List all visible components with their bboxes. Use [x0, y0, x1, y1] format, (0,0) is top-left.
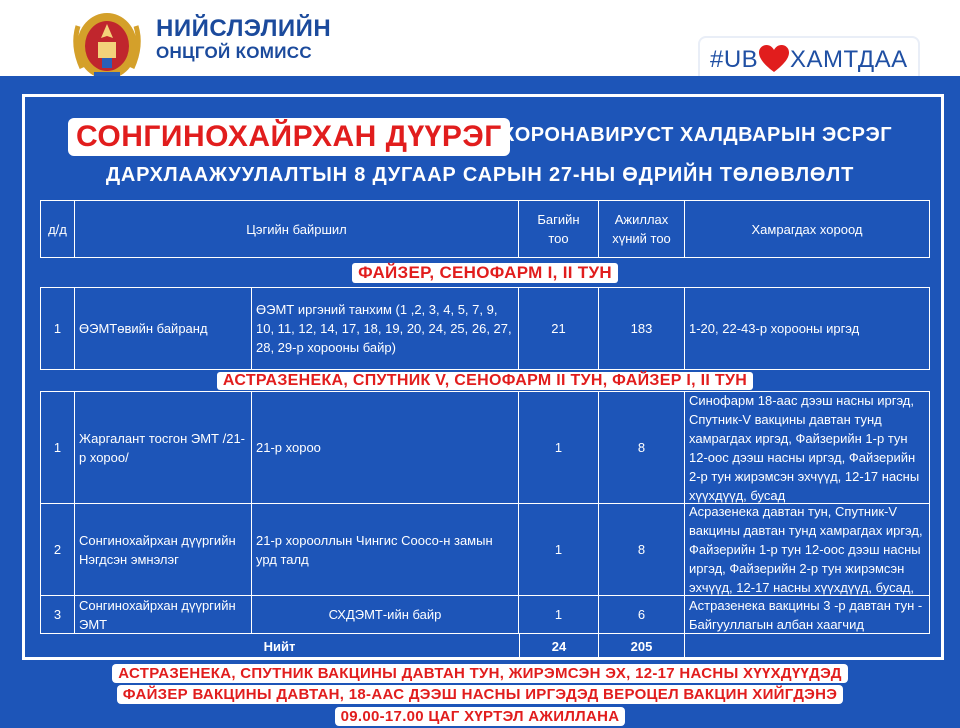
row2-khoroo: Синофарм 18-аас дээш насны иргэд, Спутник-V вакцины давтан тунд хамрагдах иргэд, Файзерийн 1-р тун 12-оос дээш насны иргэд, Файзерийн 2-р тун жирэмсэн эхчүүд, 12-17 насны хүүхдүүд, бусад: [685, 392, 930, 504]
section-pfizer: [40, 258, 930, 288]
city-emblem-icon: [68, 6, 146, 82]
row3-num: 2: [40, 504, 75, 596]
section-astrazeneca: [40, 370, 930, 392]
row1-place: ӨЭМТөвийн байранд: [75, 288, 252, 370]
row3-people: 8: [599, 504, 685, 596]
row4-teams: 1: [519, 596, 599, 634]
organization-name: [156, 16, 331, 64]
total-teams: 24: [519, 634, 599, 658]
row2-people: 8: [599, 392, 685, 504]
row4-detail: СХДЭМТ-ийн байр: [252, 596, 519, 634]
row3-teams: 1: [519, 504, 599, 596]
total-people: 205: [599, 634, 685, 658]
banner-line-1-wrap: [0, 664, 960, 683]
row2-place: Жаргалант тосгон ЭМТ /21-р хороо/: [75, 392, 252, 504]
banner-line-2-wrap: [0, 685, 960, 704]
section-pfizer-label: ФАЙЗЕР, СЕНОФАРМ I, II ТУН: [352, 263, 618, 283]
title-line-1: КОРОНАВИРУСТ ХАЛДВАРЫН ЭСРЭГ: [502, 124, 893, 146]
row4-people: 6: [599, 596, 685, 634]
hashtag-right: ХАМТДАА: [790, 46, 908, 73]
row1-people: 183: [599, 288, 685, 370]
row4-khoroo: Астразенека вакцины 3 -р давтан тун - Байгууллагын албан хаагчид: [685, 596, 930, 634]
banner-line-3: 09.00-17.00 ЦАГ ХҮРТЭЛ АЖИЛЛАНА: [335, 707, 626, 726]
row3-detail: 21-р хорооллын Чингис Соосо-н замын урд талд: [252, 504, 519, 596]
section-astrazeneca-label: АСТРАЗЕНЕКА, СПУТНИК V, СЕНОФАРМ II ТУН, ФАЙЗЕР I, II ТУН: [217, 372, 753, 390]
row4-place: Сонгинохайрхан дүүргийн ЭМТ: [75, 596, 252, 634]
row4-num: 3: [40, 596, 75, 634]
row2-num: 1: [40, 392, 75, 504]
row3-place: Сонгинохайрхан дүүргийн Нэгдсэн эмнэлэг: [75, 504, 252, 596]
title-line-2: ДАРХЛААЖУУЛАЛТЫН 8 ДУГААР САРЫН 27-НЫ ӨДРИЙН ТӨЛӨВЛӨЛТ: [105, 164, 855, 186]
banner-line-1: АСТРАЗЕНЕКА, СПУТНИК ВАКЦИНЫ ДАВТАН ТУН, ЖИРЭМСЭН ЭХ, 12-17 НАСНЫ ХҮҮХДҮҮДЭД: [112, 664, 848, 683]
total-label: Нийт: [263, 638, 296, 654]
org-line-1: НИЙСЛЭЛИЙН: [156, 15, 332, 42]
row3-khoroo: Асразенека давтан тун, Спутник-V вакцины давтан тунд хамрагдах иргэд, Файзерийн 1-р тун 12-оос дээш насны иргэд, Файзерийн 2-р тун жирэмсэн эхчүүд, 12-17 насны хүүхдүүд, бусад,: [685, 504, 930, 596]
row2-detail: 21-р хороо: [252, 392, 519, 504]
heart-icon: [758, 44, 790, 74]
schedule-table: [40, 200, 930, 654]
header-num: д/д: [40, 200, 75, 258]
row1-detail: ӨЭМТ иргэний танхим (1 ,2, 3, 4, 5, 7, 9, 10, 11, 12, 14, 17, 18, 19, 20, 24, 25, 26, 27, 28, 29-р хорооны байр): [252, 288, 519, 370]
banner-line-3-wrap: [0, 707, 960, 726]
banner-line-2: ФАЙЗЕР ВАКЦИНЫ ДАВТАН, 18-ААС ДЭЭШ НАСНЫ ИРГЭДЭД ВЕРОЦЕЛ ВАКЦИН ХИЙГДЭНЭ: [117, 685, 844, 704]
row1-khoroo: 1-20, 22-43-р хорооны иргэд: [685, 288, 930, 370]
row1-teams: 21: [519, 288, 599, 370]
org-line-2: ОНЦГОЙ КОМИСС: [156, 43, 312, 62]
header-khoroo: Хамрагдах хороод: [685, 200, 930, 258]
header-people: Ажиллах хүний тоо: [599, 200, 685, 258]
district-title: СОНГИНОХАЙРХАН ДҮҮРЭГ: [68, 118, 510, 156]
row1-num: 1: [40, 288, 75, 370]
header-teams: Багийн тоо: [519, 200, 599, 258]
header-location: Цэгийн байршил: [75, 200, 519, 258]
row2-teams: 1: [519, 392, 599, 504]
hashtag-left: #UB: [710, 46, 759, 73]
page-header: [0, 0, 960, 82]
